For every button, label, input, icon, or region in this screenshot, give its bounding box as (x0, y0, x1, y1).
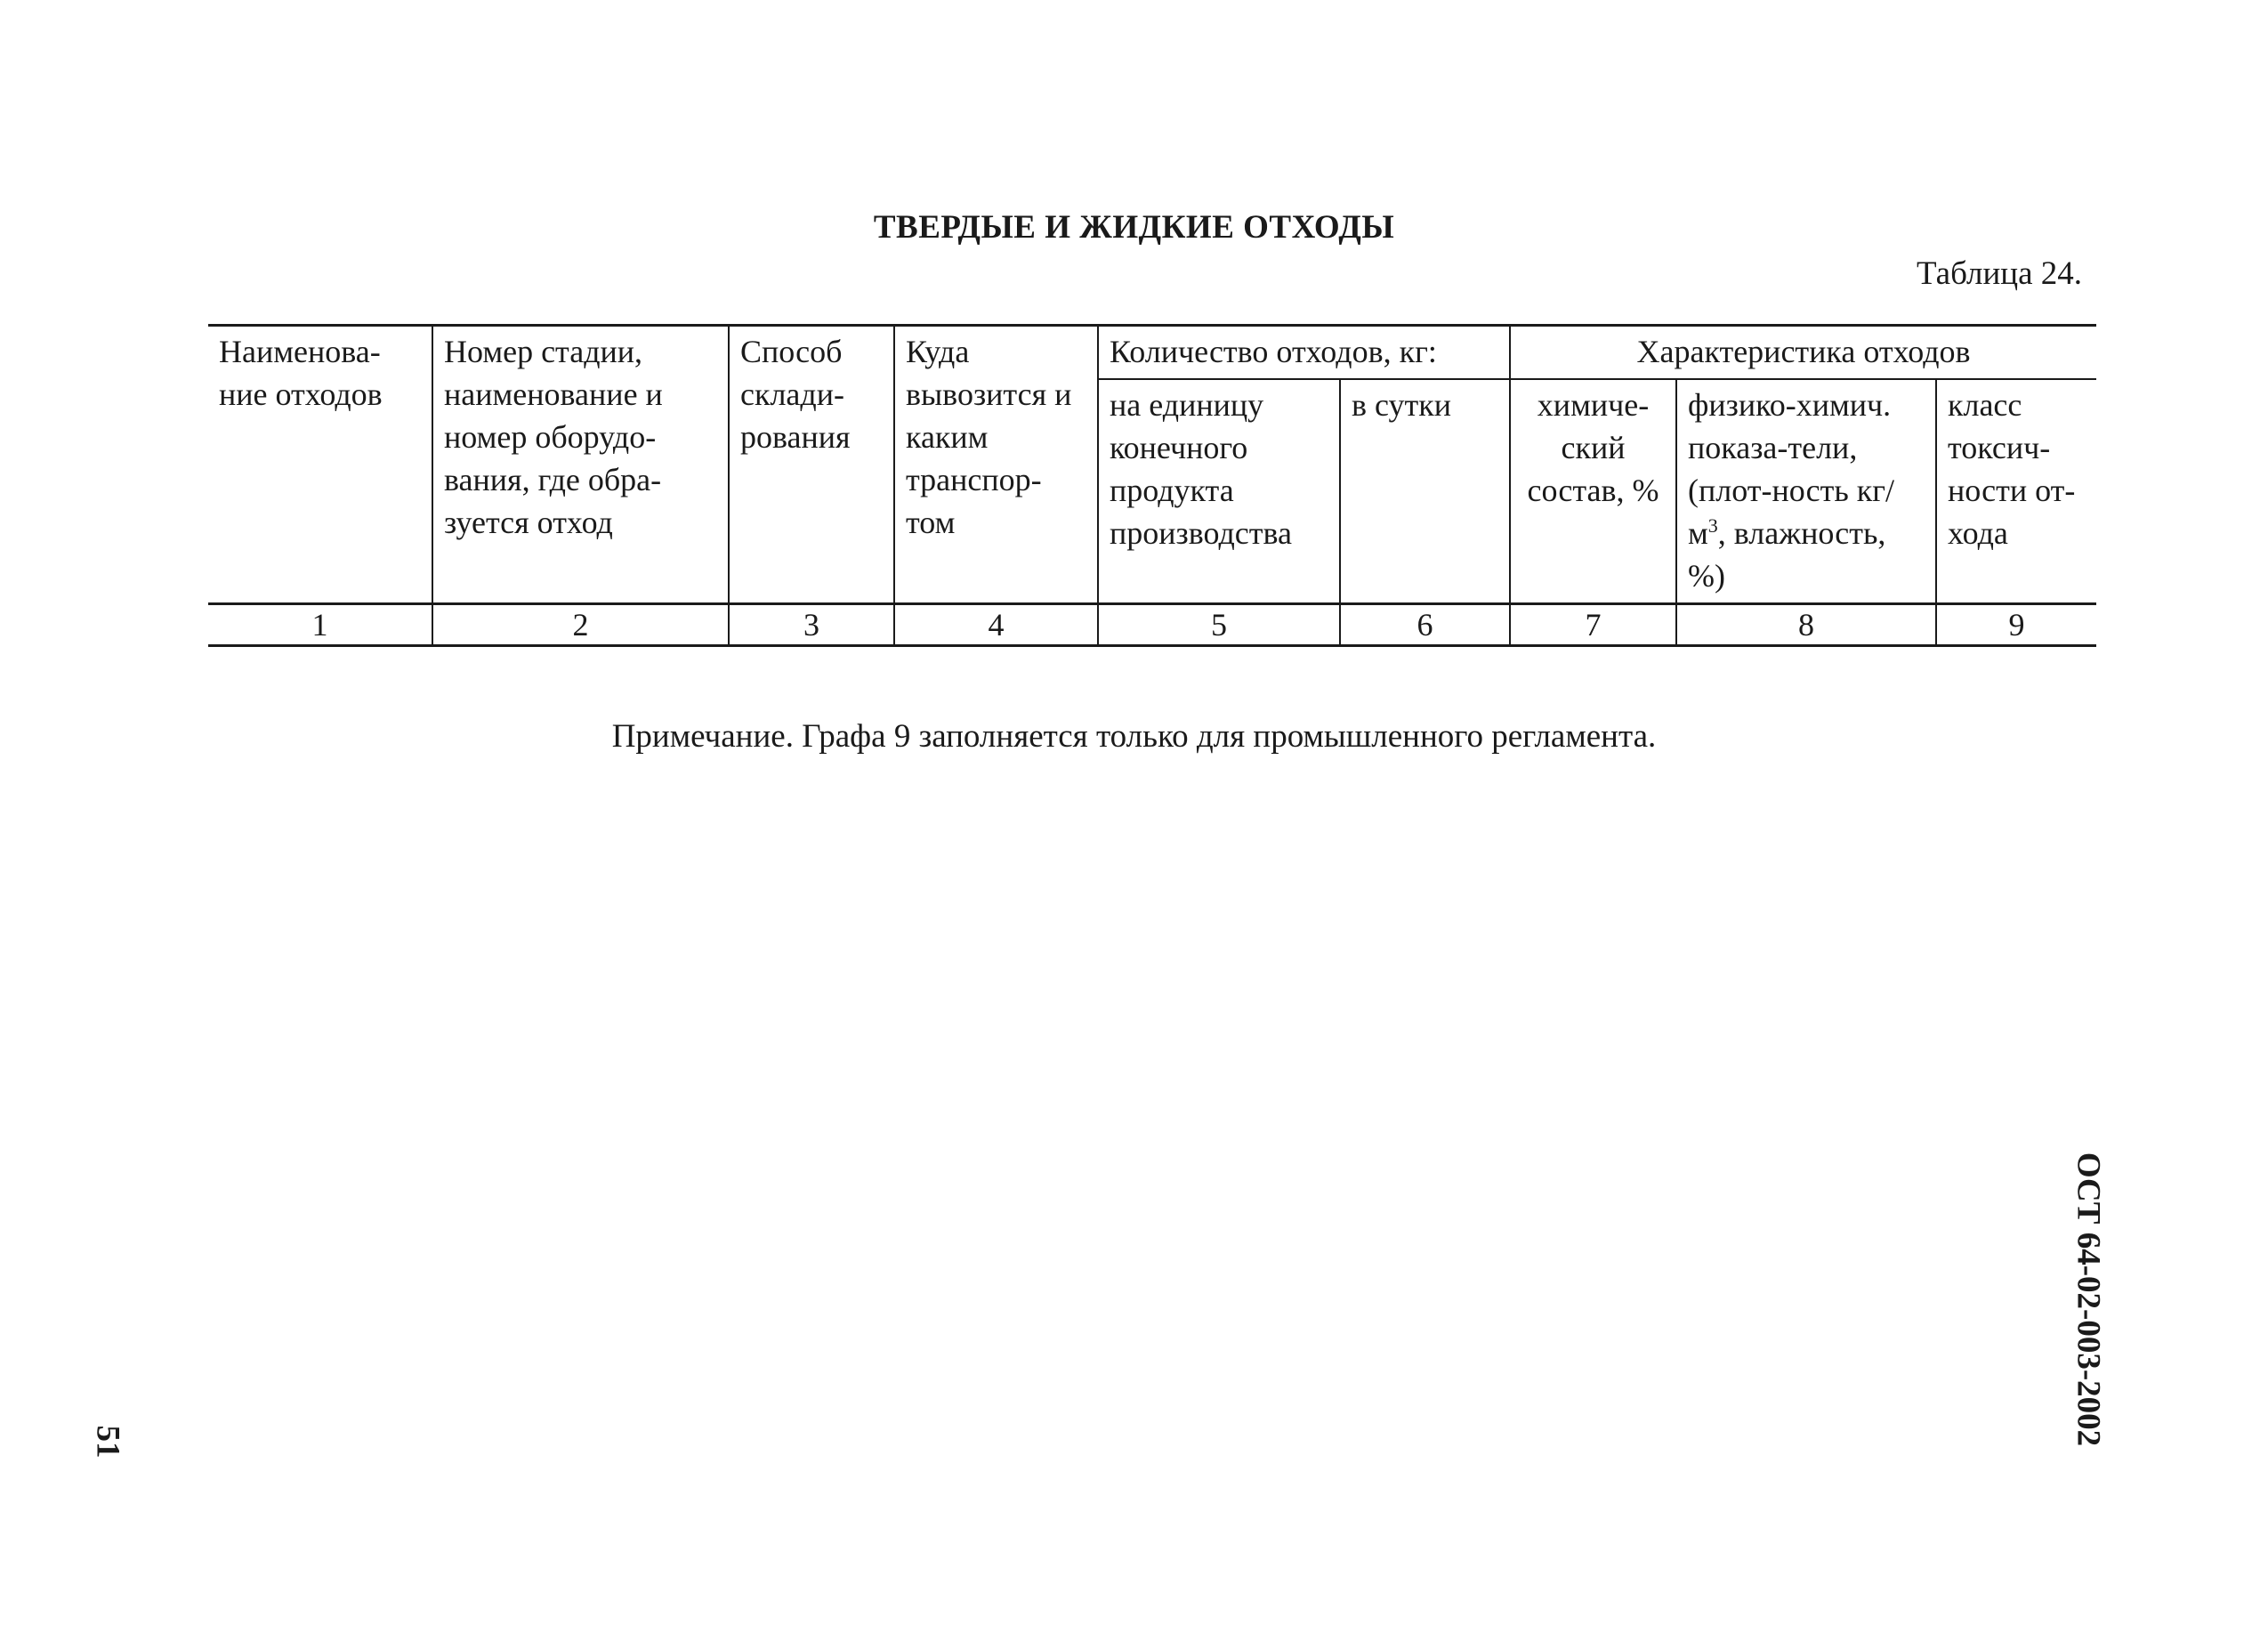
header-physchem-properties (1676, 379, 1936, 604)
column-number: 8 (1676, 604, 1936, 646)
density-exponent: 3 (1707, 514, 1718, 537)
document-code: ОСТ 64-02-003-2002 (2070, 1152, 2107, 1447)
page-number: 51 (89, 1425, 126, 1459)
column-number: 7 (1510, 604, 1676, 646)
column-number: 3 (729, 604, 894, 646)
table-note: Примечание. Графа 9 заполняется только для промышленного регламента. (611, 718, 1657, 755)
header-chemical-composition: химиче-ский состав, % (1510, 379, 1676, 604)
page-number-block (85, 1415, 130, 1468)
column-numbers-row (208, 604, 2096, 646)
header-per-unit: на единицу конечного продукта производства (1098, 379, 1340, 604)
header-row-1 (208, 326, 2096, 380)
column-number: 4 (894, 604, 1098, 646)
header-stage: Номер стадии, наименование и номер оборудо-вания, где обра-зуется отход (432, 326, 729, 604)
column-number: 9 (1936, 604, 2096, 646)
waste-table (208, 324, 2096, 647)
column-number: 5 (1098, 604, 1340, 646)
header-per-day: в сутки (1340, 379, 1510, 604)
column-number: 2 (432, 604, 729, 646)
column-number: 6 (1340, 604, 1510, 646)
column-number: 1 (208, 604, 432, 646)
table-label: Таблица 24. (1917, 255, 2082, 292)
header-physchem-text: физико-химич. показа-тели, (плот-ность кг/м (1688, 387, 1895, 551)
header-toxicity-class: класс токсич-ности от-хода (1936, 379, 2096, 604)
header-transport: Куда вывозится и каким транспор-том (894, 326, 1098, 604)
header-characteristics-group: Характеристика отходов (1510, 326, 2096, 380)
header-quantity-group: Количество отходов, кг: (1098, 326, 1510, 380)
header-storage-method: Способ склади-рования (729, 326, 894, 604)
document-code-block (2066, 1130, 2111, 1468)
header-physchem-text-end: , влажность, %) (1688, 515, 1886, 594)
document-title: ТВЕРДЫЕ И ЖИДКИЕ ОТХОДЫ (873, 209, 1395, 246)
header-waste-name: Наименова-ние отходов (208, 326, 432, 604)
